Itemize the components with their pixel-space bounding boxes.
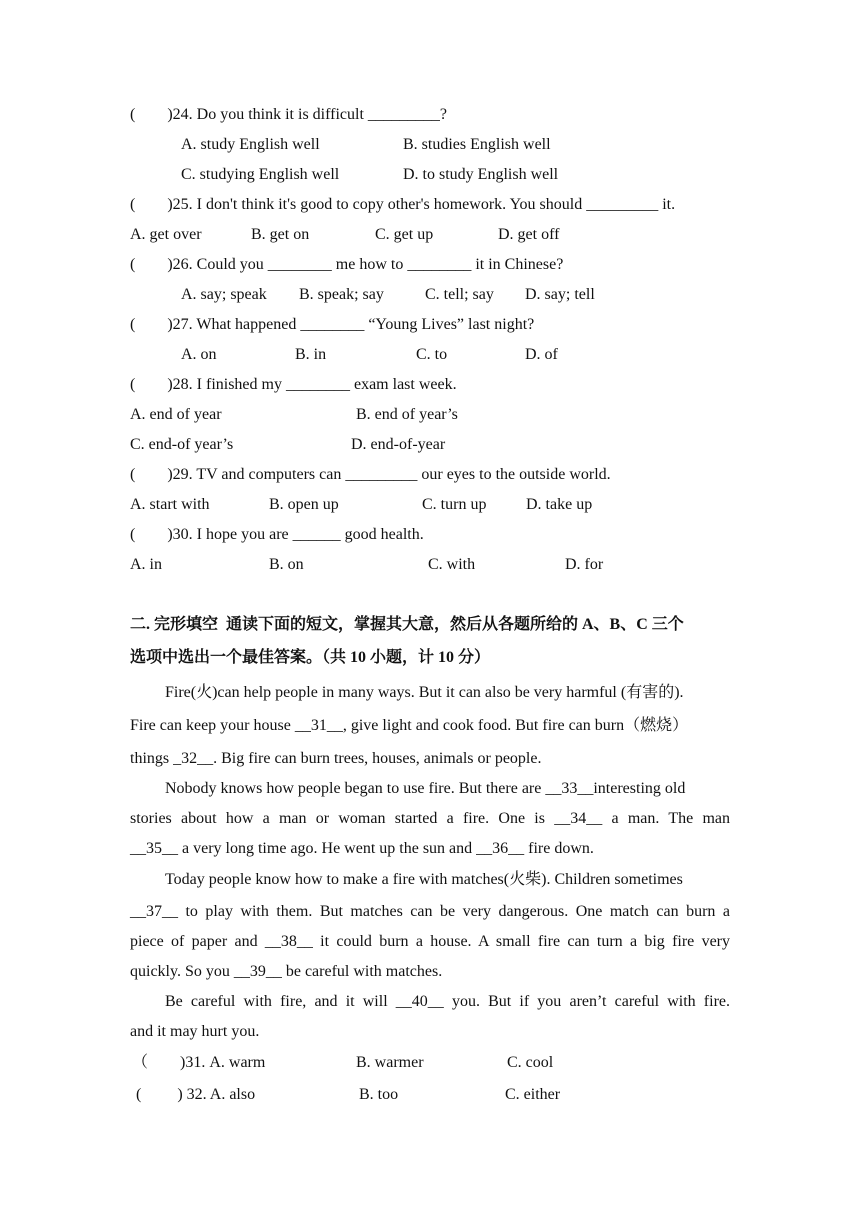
question-25-stem: ( )25. I don't think it's good to copy other's homework. You should _________ it. xyxy=(130,196,676,213)
passage-line: Fire(火)can help people in many ways. But it can also be very harmful (有害的). xyxy=(165,684,684,701)
question-32-option-b: B. too xyxy=(359,1086,399,1103)
question-32-option-c: C. either xyxy=(505,1086,561,1103)
question-28-option-b: B. end of year’s xyxy=(356,406,458,423)
question-29-option-a: A. start with xyxy=(130,496,210,513)
question-26-option-b: B. speak; say xyxy=(299,286,384,303)
question-31-option-b: B. warmer xyxy=(356,1054,424,1071)
question-25-option-c: C. get up xyxy=(375,226,434,243)
question-24-stem: ( )24. Do you think it is difficult _________? xyxy=(130,106,448,123)
question-29-option-b: B. open up xyxy=(269,496,339,513)
question-27-option-a: A. on xyxy=(181,346,217,363)
passage-line: Fire can keep your house __31__, give light and cook food. But fire can burn（燃烧） xyxy=(130,717,689,734)
question-29-stem: ( )29. TV and computers can _________ our eyes to the outside world. xyxy=(130,466,611,483)
question-26-stem: ( )26. Could you ________ me how to ________ it in Chinese? xyxy=(130,256,564,273)
question-25-option-d: D. get off xyxy=(498,226,560,243)
question-31-option-c: C. cool xyxy=(507,1054,554,1071)
passage-line: piece of paper and __38__ it could burn a house. A small fire can turn a big fire very xyxy=(130,933,730,950)
question-30-option-a: A. in xyxy=(130,556,162,573)
passage-line: Today people know how to make a fire with matches(火柴). Children sometimes xyxy=(165,871,683,888)
passage-line: things _32__. Big fire can burn trees, houses, animals or people. xyxy=(130,750,542,767)
question-26-option-a: A. say; speak xyxy=(181,286,267,303)
question-30-option-d: D. for xyxy=(565,556,604,573)
passage-line: __35__ a very long time ago. He went up the sun and __36__ fire down. xyxy=(130,840,594,857)
question-24-option-b: B. studies English well xyxy=(403,136,551,153)
question-31-stem: （ )31. A. warm xyxy=(132,1054,266,1071)
question-25-option-a: A. get over xyxy=(130,226,202,243)
passage-line: and it may hurt you. xyxy=(130,1023,260,1040)
question-32-stem: ( ) 32. A. also xyxy=(136,1086,256,1103)
passage-line: __37__ to play with them. But matches can be very dangerous. One match can burn a xyxy=(130,903,730,920)
question-24-option-c: C. studying English well xyxy=(181,166,340,183)
question-30-option-b: B. on xyxy=(269,556,304,573)
question-27-option-b: B. in xyxy=(295,346,327,363)
question-30-stem: ( )30. I hope you are ______ good health. xyxy=(130,526,424,543)
passage-line: stories about how a man or woman started a fire. One is __34__ a man. The man xyxy=(130,810,730,827)
question-27-option-d: D. of xyxy=(525,346,558,363)
question-29-option-c: C. turn up xyxy=(422,496,487,513)
question-28-option-d: D. end-of-year xyxy=(351,436,446,453)
question-27-option-c: C. to xyxy=(416,346,448,363)
question-24-option-a: A. study English well xyxy=(181,136,320,153)
section-heading: 二. 完形填空 通读下面的短文，掌握其大意，然后从各题所给的 A、B、C 三个 xyxy=(130,616,684,633)
question-26-option-d: D. say; tell xyxy=(525,286,595,303)
question-27-stem: ( )27. What happened ________ “Young Lives” last night? xyxy=(130,316,535,333)
question-30-option-c: C. with xyxy=(428,556,476,573)
question-24-option-d: D. to study English well xyxy=(403,166,559,183)
question-29-option-d: D. take up xyxy=(526,496,593,513)
question-28-stem: ( )28. I finished my ________ exam last week. xyxy=(130,376,457,393)
passage-line: Nobody knows how people began to use fire. But there are __33__interesting old xyxy=(165,780,686,797)
passage-line: Be careful with fire, and it will __40__ you. But if you aren’t careful with fire. xyxy=(165,993,730,1010)
section-heading-line-2: 选项中选出一个最佳答案。（共 10 小题，计 10 分） xyxy=(130,649,491,666)
passage-line: quickly. So you __39__ be careful with matches. xyxy=(130,963,443,980)
question-26-option-c: C. tell; say xyxy=(425,286,494,303)
question-28-option-a: A. end of year xyxy=(130,406,222,423)
question-25-option-b: B. get on xyxy=(251,226,310,243)
question-28-option-c: C. end-of year’s xyxy=(130,436,234,453)
